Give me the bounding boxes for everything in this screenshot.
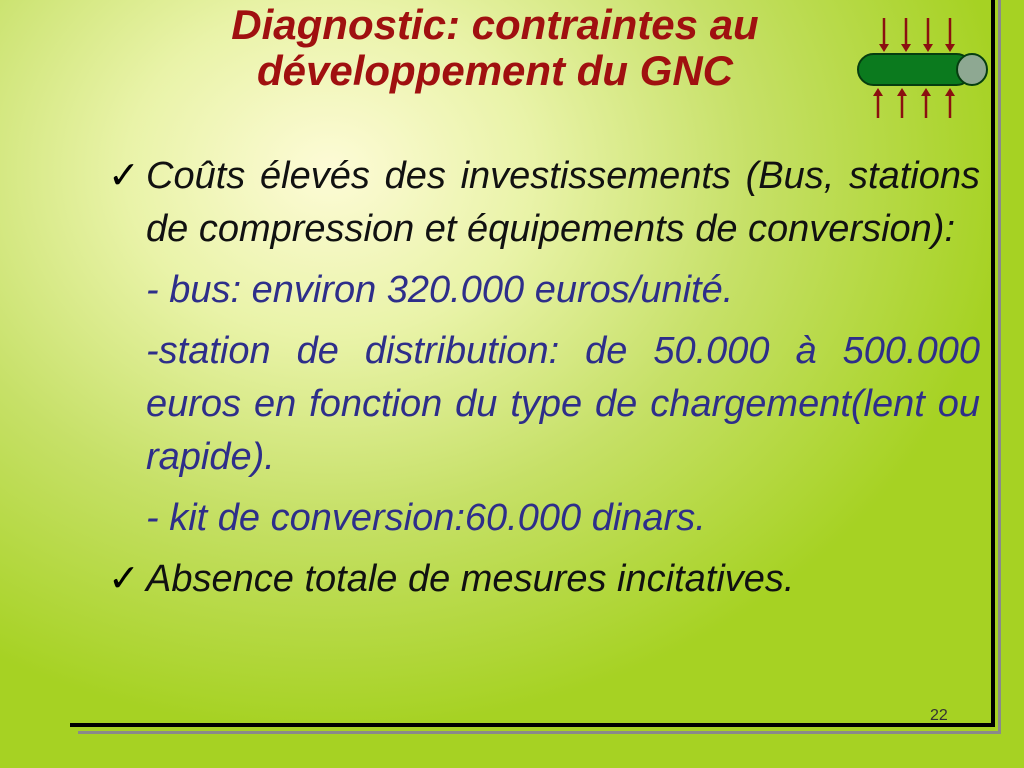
sub-item-bus: - bus: environ 320.000 euros/unité. bbox=[146, 269, 734, 311]
sub-item-kit: - kit de conversion:60.000 dinars. bbox=[146, 497, 706, 539]
title-line-2: développement du GNC bbox=[256, 47, 734, 94]
page-number: 22 bbox=[930, 707, 948, 724]
frame-shadow-bottom bbox=[78, 731, 1001, 734]
checkmark-icon: ✓ bbox=[108, 155, 140, 197]
sub-item-station: -station de distribution: de 50.000 à 500.000 euros en fonction du type de chargement(lent ou rapide). bbox=[146, 330, 980, 478]
frame-line-bottom bbox=[70, 723, 995, 727]
bullet-item-incentives bbox=[108, 553, 980, 606]
checkmark-icon: ✓ bbox=[108, 558, 140, 600]
bullet-text: Coûts élevés des investissements (Bus, stations de compression et équipements de conversion): bbox=[146, 155, 980, 250]
title-line-1: Diagnostic: contraintes au bbox=[231, 1, 759, 48]
bullet-item-costs bbox=[108, 150, 980, 256]
gas-pipe-icon bbox=[850, 10, 995, 120]
bullet-text: Absence totale de mesures incitatives. bbox=[146, 558, 795, 600]
slide-content bbox=[108, 150, 980, 606]
frame-shadow-right bbox=[998, 0, 1001, 734]
slide-title bbox=[150, 2, 840, 94]
